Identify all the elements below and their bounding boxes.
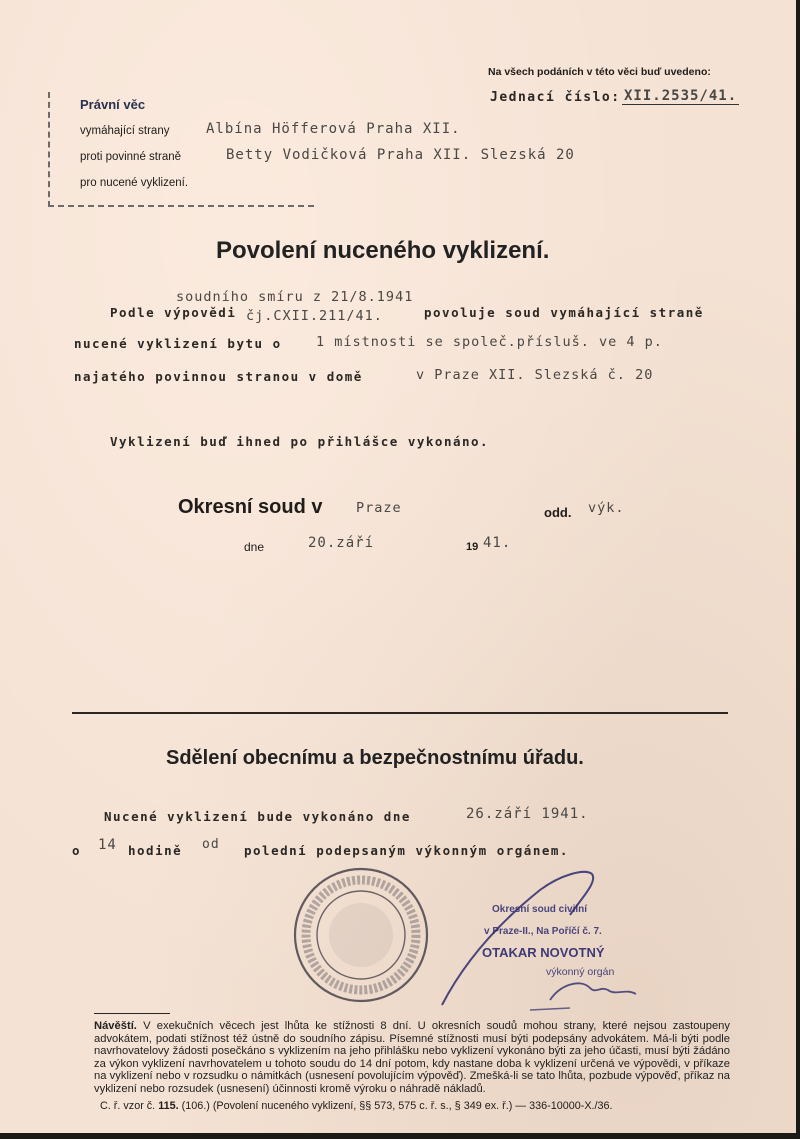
court-date-fill: 20.září: [308, 535, 375, 551]
stamp-line2: v Praze-II., Na Poříčí č. 7.: [484, 926, 602, 937]
form-reference-end: (106.) (Povolení nuceného vyklizení, §§ 573, 575 c. ř. s., § 349 ex. ř.) — 336-10000-X./36.: [181, 1100, 613, 1112]
court-year-fill: 41.: [483, 535, 512, 551]
filing-note: Na všech podáních v této věci buď uvedeno:: [488, 66, 711, 78]
notice-line1-start: Nucené vyklizení bude vykonáno dne: [104, 809, 411, 824]
notice-date-fill: 26.září 1941.: [466, 806, 589, 822]
permission-line2-fill: 1 místnosti se společ.přísluš. ve 4 p.: [316, 334, 663, 350]
stamp-officer-name: OTAKAR NOVOTNÝ: [482, 945, 605, 960]
permission-line3-start: najatého povinnou stranou v domě: [74, 369, 363, 384]
footer-note-label: Návěští.: [94, 1020, 137, 1032]
creditor-value: Albína Höfferová Praha XII.: [206, 121, 461, 137]
court-dept-label: odd.: [544, 505, 572, 520]
permission-line3-fill: v Praze XII. Slezská č. 20: [416, 367, 654, 383]
court-date-label: dne: [244, 540, 265, 554]
notice-line2-end: polední podepsaným výkonným orgánem.: [244, 843, 569, 858]
notice-line2-start: o: [72, 843, 82, 858]
form-reference: [100, 1100, 613, 1112]
stamp-line1: Okresní soud civilní: [492, 904, 588, 915]
notice-hour-label: hodině: [128, 843, 183, 858]
footer-short-rule: [94, 1013, 170, 1014]
permission-line2-start: nucené vyklizení bytu o: [74, 336, 282, 351]
section-divider: [72, 712, 728, 714]
debtor-label: proti povinné straně: [80, 151, 182, 163]
form-number: 115.: [158, 1100, 179, 1112]
court-label: Okresní soud v: [178, 496, 323, 518]
court-place-fill: Praze: [356, 500, 402, 516]
legal-matter-title: Právní věc: [80, 97, 146, 112]
notice-period-fill: od: [202, 837, 220, 852]
case-number-value: XII.2535/41.: [624, 88, 738, 104]
notice-title: Sdělení obecnímu a bezpečnostnímu úřadu.: [166, 747, 584, 769]
purpose-label: pro nucené vyklizení.: [80, 177, 189, 189]
permission-line4: Vyklizení buď ihned po přihlášce vykonáno.: [110, 434, 490, 449]
creditor-label: vymáhající strany: [80, 125, 170, 137]
court-dept-fill: výk.: [588, 500, 625, 516]
notice-hour-fill: 14: [98, 837, 117, 853]
court-year-prefix: 19: [466, 541, 479, 553]
reference-fill: čj.CXII.211/41.: [246, 308, 383, 324]
court-seal-stamp: [292, 866, 430, 1004]
permission-line1-end: povoluje soud vymáhající straně: [424, 305, 704, 320]
footer-note: [94, 1020, 730, 1096]
permission-line1-start: Podle výpovědi: [110, 305, 237, 320]
debtor-value: Betty Vodičková Praha XII. Slezská 20: [226, 147, 575, 163]
basis-fill: soudního smíru z 21/8.1941: [176, 289, 414, 305]
case-number-label: Jednací číslo:: [490, 90, 621, 105]
form-reference-start: C. ř. vzor č.: [100, 1100, 156, 1112]
footer-note-text: V exekučních věcech jest lhůta ke stížnosti 8 dní. U okresních soudů mohou strany, které nejsou zastoupeny advokátem, podati stížnost též ústně do soudního zápisu. Písemné stížnosti musí býti podepsány advokátem. Má-li býti podle navrhovatelovy žádosti posečkáno s vyklizením na jeho přihlášku nebo vyklizení vykonáno býti za jeho účasti, musí býti žádáno za výkon vyklizení navrhovatelem u tohoto soudu do 14 dní potom, kdy nastane doba k vyklizení určená ve výpovědi, v příkaze na vyklizení nebo v rozsudku o námitkách (usnesení povolujícím výpověď). Zmešká-li se tato lhůta, pozbude výpověď, příkaz na vyklizení nebo rozsudek (usnesení) účinnosti kromě výroku o náhradě nákladů.: [94, 1020, 730, 1095]
stamp-officer-role: výkonný orgán: [546, 966, 615, 978]
document-title: Povolení nuceného vyklizení.: [216, 237, 550, 264]
